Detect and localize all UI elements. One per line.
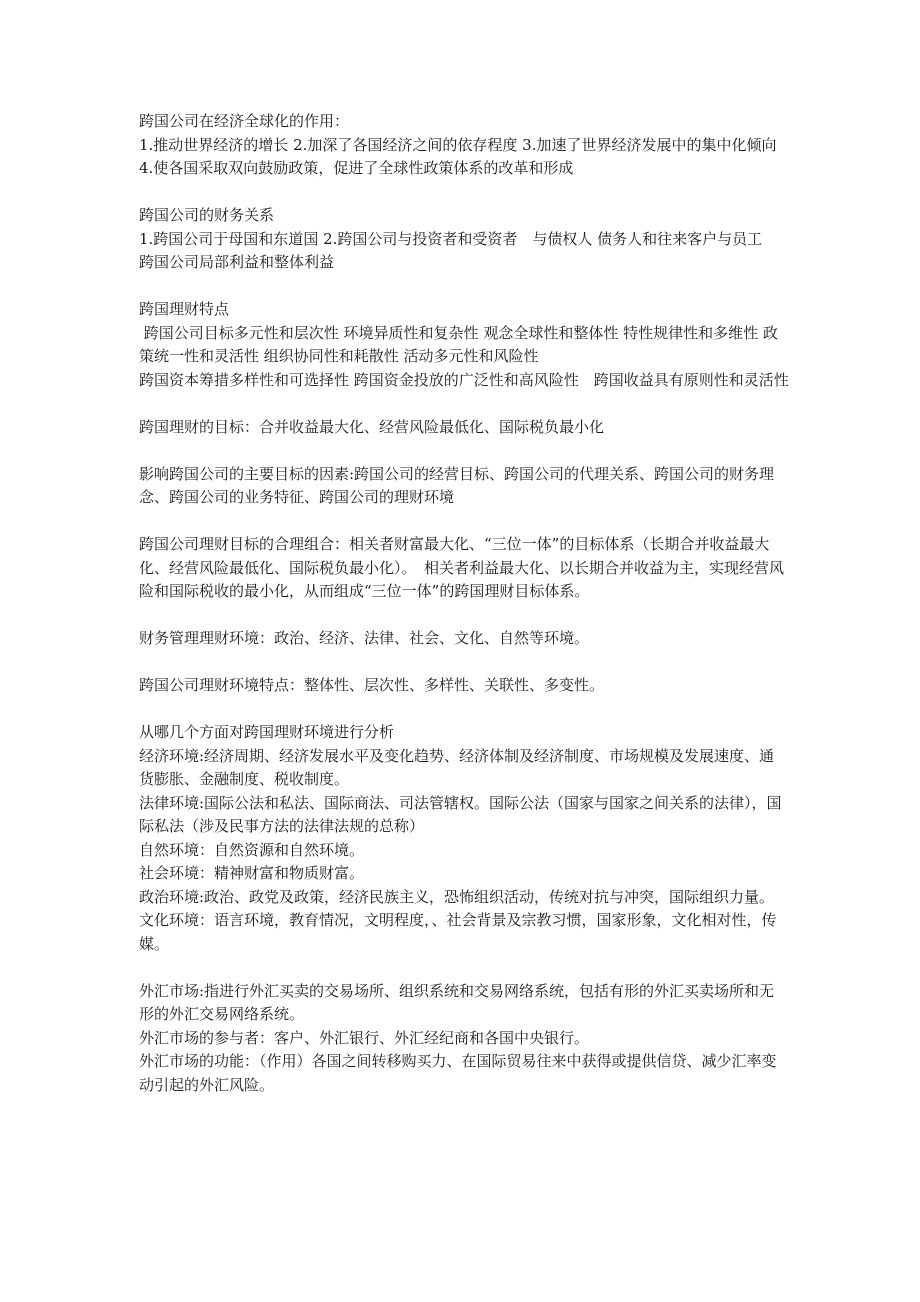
- text-paragraph: 外汇市场的参与者：客户、外汇银行、外汇经纪商和各国中央银行。: [139, 1028, 590, 1047]
- blank-line: [139, 510, 789, 534]
- blank-line: [139, 956, 789, 980]
- text-paragraph: 跨国公司的财务关系: [139, 206, 275, 224]
- document-body: [139, 110, 792, 1097]
- text-paragraph: 外汇市场的功能：（作用）各国之间转移购买力、在国际贸易往来中获得或提供信贷、减少汇率变动引起的外汇风险。: [139, 1052, 777, 1094]
- text-paragraph: 跨国公司目标多元性和层次性 环境异质性和复杂性 观念全球性和整体性 特性规律性和多维性 政策统一性和灵活性 组织协同性和耗散性 活动多元性和风险性: [139, 323, 778, 365]
- text-paragraph: 社会环境：精神财富和物质财富。: [139, 864, 365, 882]
- text-paragraph: 自然环境：自然资源和自然环境。: [139, 840, 365, 859]
- blank-line: [139, 439, 789, 463]
- text-paragraph: 1.推动世界经济的增长 2.加深了各国经济之间的依存程度 3.加速了世界经济发展中的集中化倾向 4.使各国采取双向鼓励政策，促进了全球性政策体系的改革和形成: [139, 135, 792, 177]
- blank-line: [139, 275, 789, 299]
- text-paragraph: 政治环境:政治、政党及政策，经济民族主义，恐怖组织活动，传统对抗与冲突，国际组织力量。: [139, 887, 775, 906]
- text-paragraph: 法律环境:国际公法和私法、国际商法、司法管辖权。国际公法（国家与国家之间关系的法律），国际私法（涉及民事方法的法律法规的总称）: [139, 793, 782, 835]
- text-paragraph: 跨国资本筹措多样性和可选择性 跨国资金投放的广泛性和高风险性 跨国收益具有原则性和灵活性: [139, 370, 789, 389]
- blank-line: [139, 698, 789, 722]
- text-paragraph: 跨国公司理财环境特点：整体性、层次性、多样性、关联性、多变性。: [139, 676, 605, 694]
- text-paragraph: 跨国公司在经济全球化的作用：: [139, 112, 350, 130]
- text-paragraph: 影响跨国公司的主要目标的因素:跨国公司的经营目标、跨国公司的代理关系、跨国公司的财务理念、跨国公司的业务特征、跨国公司的理财环境: [139, 464, 775, 506]
- text-paragraph: 跨国理财的目标：合并收益最大化、经营风险最低化、国际税负最小化: [139, 417, 605, 436]
- blank-line: [139, 604, 789, 628]
- text-paragraph: 文化环境：语言环境，教育情况，文明程度，、社会背景及宗教习惯，国家形象，文化相对性，传媒。: [139, 911, 777, 953]
- blank-line: [139, 392, 789, 416]
- blank-line: [139, 651, 789, 675]
- text-paragraph: 财务管理理财环境：政治、经济、法律、社会、文化、自然等环境。: [139, 629, 590, 647]
- text-paragraph: 经济环境:经济周期、经济发展水平及变化趋势、经济体制及经济制度、市场规模及发展速度、通货膨胀、金融制度、税收制度。: [139, 746, 775, 788]
- text-paragraph: 外汇市场:指进行外汇买卖的交易场所、组织系统和交易网络系统，包括有形的外汇买卖场所和无形的外汇交易网络系统。: [139, 981, 775, 1023]
- text-paragraph: 1.跨国公司于母国和东道国 2.跨国公司与投资者和受资者 与债权人 债务人和往来客户与员工 跨国公司局部利益和整体利益: [139, 229, 778, 271]
- text-paragraph: 从哪几个方面对跨国理财环境进行分析: [139, 723, 395, 741]
- text-paragraph: 跨国公司理财目标的合理组合：相关者财富最大化、“三位一体”的目标体系（长期合并收益最大化、经营风险最低化、国际税负最小化）。 相关者利益最大化、以长期合并收益为主，实现经营风险和国际税收的最小化，从而组成“三位一体”的跨国理财目标体系。: [139, 535, 785, 600]
- blank-line: [139, 181, 789, 205]
- text-paragraph: 跨国理财特点: [139, 300, 230, 318]
